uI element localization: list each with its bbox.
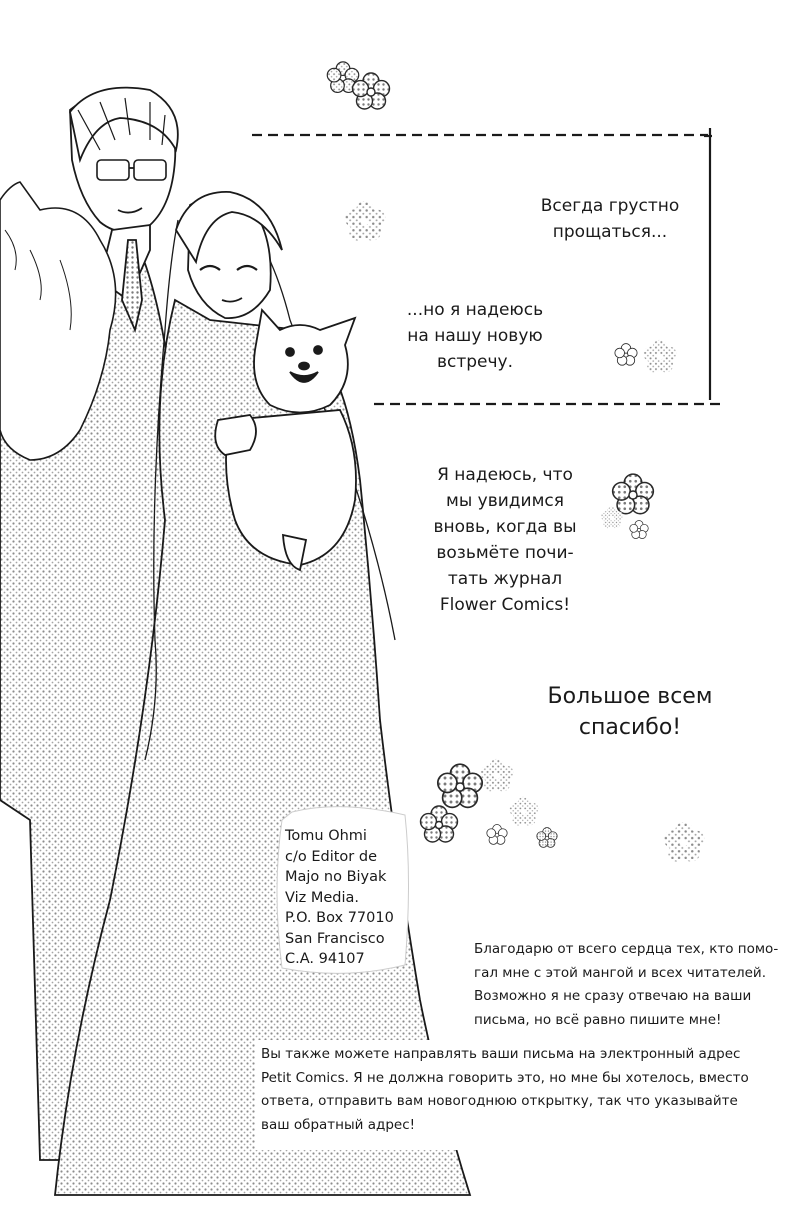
gratitude-text: Благодарю от всего сердца тех, кто помо- гал мне с этой мангой и всех читателей. Возможно я не сразу отвечаю на ваши письма, но всё равно пишите мне! [474, 941, 779, 1028]
frame-text-hope-meet: ...но я надеюсь на нашу новую встречу. [406, 300, 544, 372]
mailing-address: Tomu Ohmi c/o Editor de Majo no Biyak Viz Media. P.O. Box 77010 San Francisco C.A. 94107 [285, 828, 394, 967]
email-text: Вы также можете направлять ваши письма на электронный адрес Petit Comics. Я не должна говорить это, но мне бы хотелось, вместо ответа, отправить вам новогоднюю открытку, так что указывайте ваш обратный адрес! [261, 1046, 749, 1133]
thanks-text: Большое всем спасибо! [547, 684, 713, 740]
hope-text: Я надеюсь, что мы увидимся вновь, когда вы возьмёте почи- тать журнал Flower Comics! [433, 465, 577, 615]
frame-text-sad-goodbye: Всегда грустно прощаться... [540, 196, 680, 242]
